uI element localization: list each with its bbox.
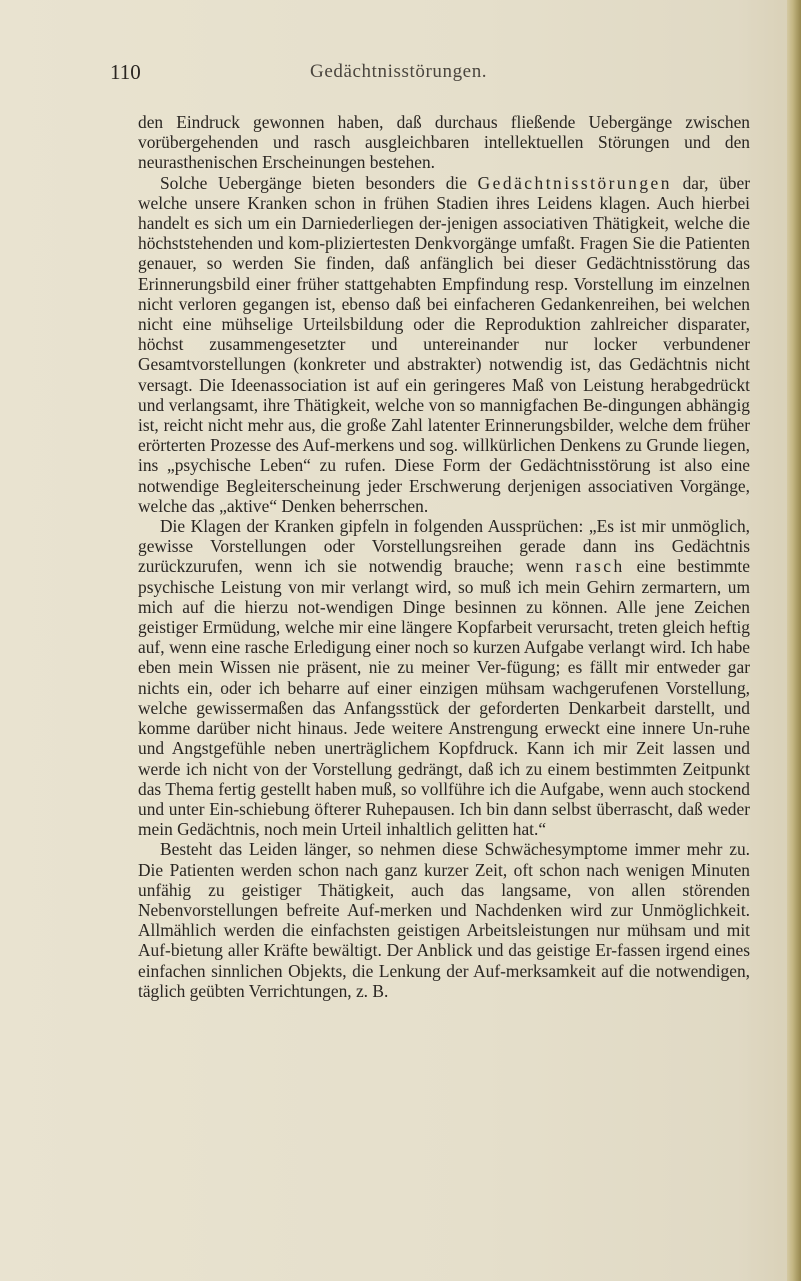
body-text	[138, 112, 750, 1001]
text-segment: den Eindruck gewonnen haben, daß durchaus fließende Uebergänge zwischen vorübergehenden und rasch ausgleichbaren intellektuellen Störungen und den neurasthenischen Erscheinungen bestehen.	[138, 112, 750, 173]
paragraph	[138, 516, 750, 839]
emphasized-term: Gedächtnisstörungen	[477, 172, 672, 193]
page-edge	[787, 0, 801, 1281]
text-segment: Solche Uebergänge bieten besonders die	[160, 172, 478, 193]
text-segment: Besteht das Leiden länger, so nehmen diese Schwächesymptome immer mehr zu. Die Patienten werden schon nach ganz kurzer Zeit, oft schon nach wenigen Minuten unfähig zu geistiger Thätigkeit, auch das langsame, von allen störenden Nebenvorstellungen befreite Auf-merken und Nachdenken wird zur Unmöglichkeit. Allmählich werden die einfachsten geistigen Arbeitsleistungen nur mühsam und mit Auf-bietung aller Kräfte bewältigt. Der Anblick und das geistige Er-fassen irgend eines einfachen sinnlichen Objekts, die Lenkung der Auf-merksamkeit auf die notwendigen, täglich geübten Verrichtungen, z. B.	[138, 839, 750, 1001]
running-title: Gedächtnisstörungen.	[310, 61, 488, 82]
paragraph	[138, 839, 750, 1001]
emphasized-term: rasch	[575, 556, 625, 577]
paragraph	[138, 173, 750, 516]
page-number: 110	[110, 60, 141, 84]
paragraph	[138, 112, 750, 173]
text-segment: eine bestimmte psychische Leistung von mir verlangt wird, so muß ich mein Gehirn zermartern, um mich auf die hierzu not-wendigen Dinge besinnen zu können. Alle jene Zeichen geistiger Ermüdung, welche mir eine längere Kopfarbeit verursacht, treten gleich heftig auf, wenn eine rasche Erledigung einer noch so kurzen Aufgabe verlangt wird. Ich habe eben mein Wissen nie präsent, nie zu meiner Ver-fügung; es fällt mir entweder gar nichts ein, oder ich beharre auf einer einzigen mühsam wachgerufenen Vorstellung, welche gewissermaßen das Anfangsstück der geforderten Denkarbeit darstellt, und komme darüber nicht hinaus. Jede weitere Anstrengung erweckt eine innere Un-ruhe und Angstgefühle neben unerträglichem Kopfdruck. Kann ich mir Zeit lassen und werde ich nicht von der Vorstellung gedrängt, daß ich zu einem bestimmten Zeitpunkt das Thema fertig gestellt haben muß, so vollführe ich die Aufgabe, wenn auch stockend und unter Ein-schiebung öfterer Ruhepausen. Ich bin dann selbst überrascht, daß weder mein Gedächtnis, noch mein Urteil inhaltlich gelitten hat.“	[138, 556, 750, 840]
text-segment: dar, über welche unsere Kranken schon in frühen Stadien ihres Leidens klagen. Auch hierbei handelt es sich um ein Darniederliegen der-jenigen associativen Thätigkeit, welche die höchststehenden und kom-pliziertesten Denkvorgänge umfaßt. Fragen Sie die Patienten genauer, so werden Sie finden, daß anfänglich bei dieser Gedächtnisstörung das Erinnerungsbild einer früher stattgehabten Empfindung resp. Vorstellung im einzelnen nicht verloren gegangen ist, ebenso daß bei einfacheren Gedankenreihen, bei welchen nicht eine mühselige Urteilsbildung oder die Reproduktion zahlreicher disparater, höchst zusammengesetzter und untereinander nur locker verbundener Gesamtvorstellungen (konkreter und abstrakter) notwendig ist, das Gedächtnis nicht versagt. Die Ideenassociation ist auf ein geringeres Maß von Leistung herabgedrückt und verlangsamt, ihre Thätigkeit, welche von so mannigfachen Be-dingungen abhängig ist, reicht nicht mehr aus, die große Zahl latenter Erinnerungsbilder, welche dem früher erörterten Prozesse des Auf-merkens und sog. willkürlichen Denkens zu Grunde liegen, ins „psychische Leben“ zu rufen. Diese Form der Gedächtnisstörung ist also eine notwendige Begleiterscheinung jeder Erschwerung derjenigen associativen Vorgänge, welche das „aktive“ Denken beherrschen.	[138, 172, 751, 516]
text-segment: Die Klagen der Kranken gipfeln in folgenden Aussprüchen: „Es ist mir unmöglich, gewisse Vorstellungen oder Vorstellungsreihen gerade dann ins Gedächtnis zurückzurufen, wenn ich sie notwendig brauche; wenn	[138, 516, 750, 577]
page-header	[110, 60, 750, 92]
